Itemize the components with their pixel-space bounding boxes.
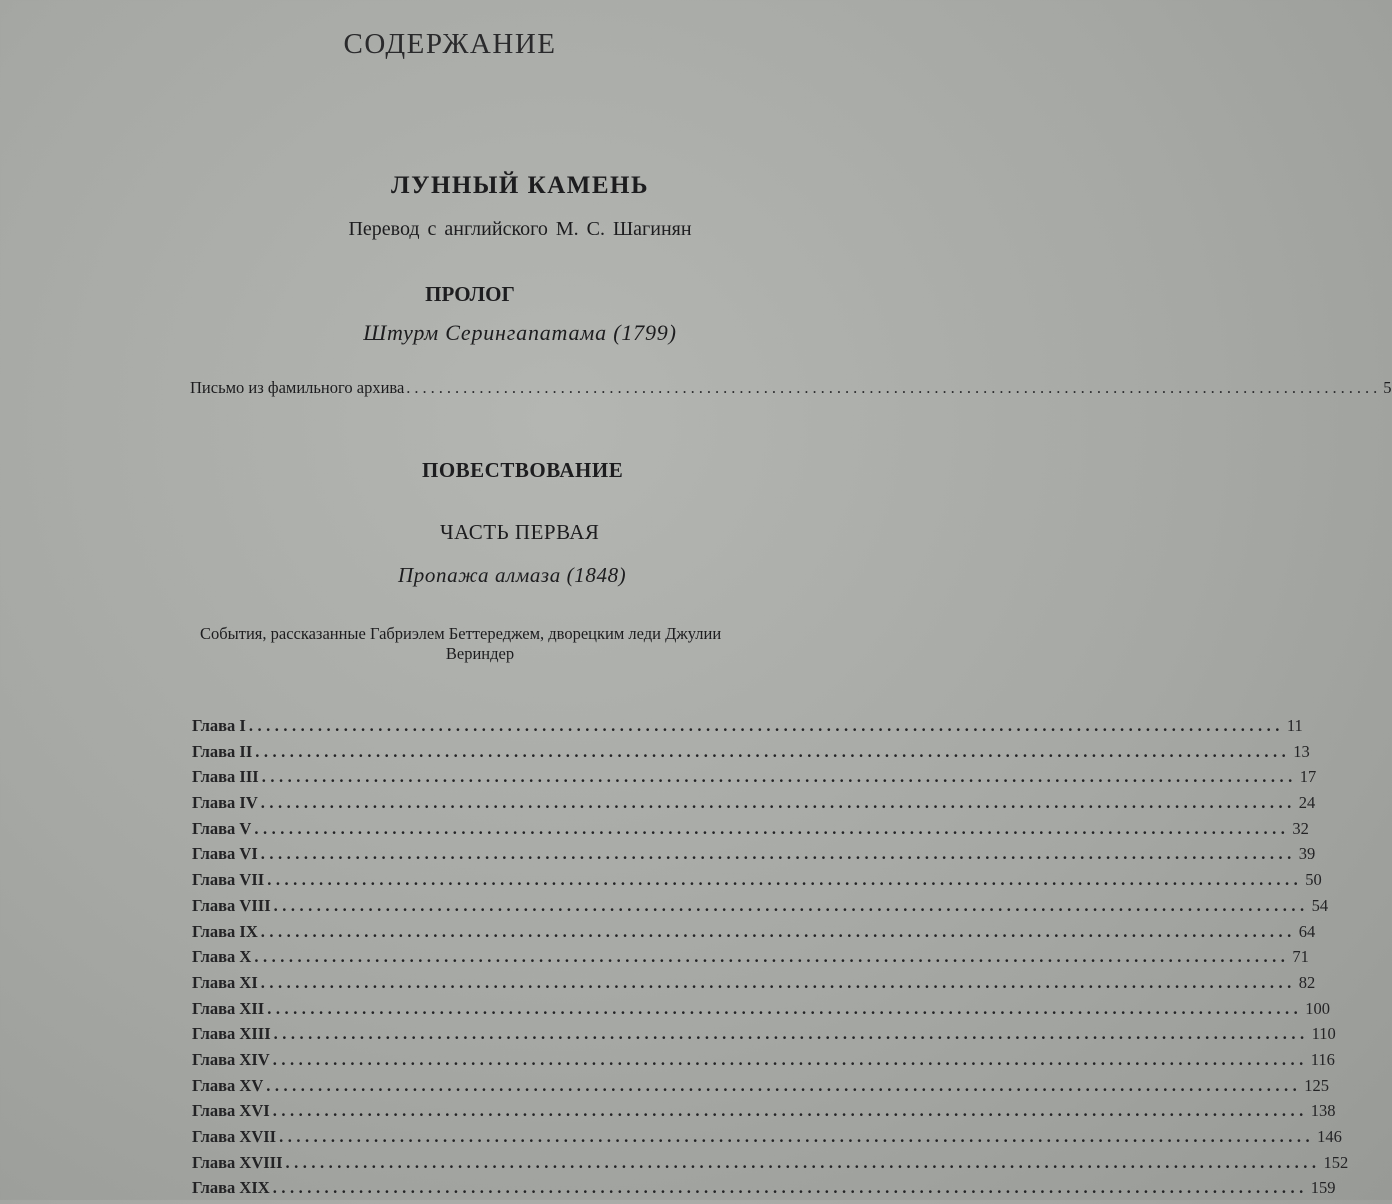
part-subtitle: Пропажа алмаза (1848) <box>398 563 627 587</box>
toc-chapter-row <box>192 1049 1335 1076</box>
dot-leader: ........................................................................................................................ <box>260 844 1296 864</box>
toc-chapter-row <box>192 895 1329 922</box>
dot-leader: ........................................................................................................................ <box>272 1101 1308 1121</box>
dot-leader: ........................................................................................................................ <box>266 1075 1302 1095</box>
toc-entry-letter <box>190 378 1392 398</box>
dot-leader: ........................................................................................................................ <box>406 378 1382 397</box>
chapter-label: Глава XI <box>192 972 258 992</box>
page-title: СОДЕРЖАНИЕ <box>343 28 557 60</box>
toc-chapter-row <box>192 1152 1349 1179</box>
dot-leader: ........................................................................................................................ <box>273 1024 1309 1044</box>
chapter-list <box>192 716 1349 1204</box>
chapter-page-number: 159 <box>1310 1178 1336 1198</box>
chapter-page-number: 125 <box>1304 1075 1330 1095</box>
chapter-label: Глава XV <box>192 1075 264 1095</box>
chapter-label: Глава VI <box>192 844 258 864</box>
chapter-page-number: 13 <box>1293 741 1310 761</box>
chapter-label: Глава XVIII <box>192 1152 283 1172</box>
dot-leader: ........................................................................................................................ <box>254 947 1290 967</box>
dot-leader: ........................................................................................................................ <box>261 767 1297 787</box>
prologue-subtitle: Штурм Серингапатама (1799) <box>363 320 677 345</box>
chapter-label: Глава XIII <box>192 1024 271 1044</box>
chapter-page-number: 64 <box>1298 921 1316 941</box>
chapter-page-number: 17 <box>1299 767 1317 787</box>
chapter-page-number: 32 <box>1292 818 1309 838</box>
chapter-label: Глава VIII <box>192 895 271 915</box>
dot-leader: ........................................................................................................................ <box>285 1152 1321 1172</box>
toc-chapter-row <box>192 870 1322 896</box>
chapter-label: Глава IV <box>192 793 258 813</box>
dot-leader: ........................................................................................................................ <box>248 716 1284 735</box>
dot-leader: ........................................................................................................................ <box>260 921 1296 941</box>
events-description <box>200 624 900 664</box>
chapter-page-number: 116 <box>1310 1049 1335 1069</box>
dot-leader: ........................................................................................................................ <box>272 1049 1308 1069</box>
chapter-label: Глава V <box>192 818 252 838</box>
part-heading: ЧАСТЬ ПЕРВАЯ <box>440 520 600 544</box>
toc-chapter-row <box>192 1178 1336 1204</box>
dot-leader: ........................................................................................................................ <box>279 1127 1315 1146</box>
toc-chapter-row <box>192 818 1309 845</box>
toc-chapter-row <box>192 716 1303 742</box>
chapter-page-number: 82 <box>1298 972 1316 992</box>
translator-credit: Перевод с английского М. С. Шагинян <box>348 218 692 240</box>
toc-chapter-row <box>192 767 1317 793</box>
dot-leader: ........................................................................................................................ <box>254 818 1290 838</box>
toc-chapter-row <box>192 947 1309 973</box>
chapter-label: Глава XVI <box>192 1101 270 1121</box>
toc-chapter-row <box>192 921 1316 948</box>
toc-chapter-row <box>192 1101 1336 1127</box>
chapter-page-number: 152 <box>1323 1152 1349 1172</box>
chapter-page-number: 11 <box>1286 716 1303 735</box>
chapter-label: Глава XVII <box>192 1127 277 1146</box>
toc-chapter-row <box>192 972 1316 999</box>
chapter-label: Глава I <box>192 716 246 735</box>
toc-chapter-row <box>192 793 1316 819</box>
toc-chapter-row <box>192 998 1330 1025</box>
events-line-1: События, рассказанные Габриэлем Беттереджем, дворецким леди Джулии <box>200 624 722 643</box>
chapter-page-number: 50 <box>1305 870 1322 890</box>
events-line-2: Вериндер <box>445 644 515 663</box>
dot-leader: ........................................................................................................................ <box>260 793 1296 813</box>
chapter-page-number: 24 <box>1298 793 1316 813</box>
toc-chapter-row <box>192 741 1310 768</box>
chapter-page-number: 146 <box>1317 1127 1342 1146</box>
dot-leader: ........................................................................................................................ <box>267 998 1303 1018</box>
chapter-label: Глава XII <box>192 998 265 1018</box>
prologue-heading: ПРОЛОГ <box>425 282 515 306</box>
chapter-label: Глава X <box>192 947 252 967</box>
chapter-label: Глава IX <box>192 921 258 941</box>
toc-chapter-row <box>192 844 1316 870</box>
chapter-label: Глава XIV <box>192 1049 270 1069</box>
toc-chapter-row <box>192 1024 1336 1050</box>
chapter-page-number: 39 <box>1298 844 1316 864</box>
dot-leader: ........................................................................................................................ <box>272 1178 1308 1198</box>
dot-leader: ........................................................................................................................ <box>273 895 1309 915</box>
dot-leader: ........................................................................................................................ <box>267 870 1303 890</box>
chapter-label: Глава II <box>192 741 253 761</box>
chapter-label: Глава III <box>192 767 259 787</box>
dot-leader: ........................................................................................................................ <box>255 741 1291 761</box>
chapter-label: Глава XIX <box>192 1178 270 1198</box>
toc-entry-page: 5 <box>1383 378 1392 397</box>
toc-chapter-row <box>192 1075 1330 1102</box>
toc-chapter-row <box>192 1127 1342 1153</box>
chapter-page-number: 71 <box>1292 947 1309 967</box>
dot-leader: ........................................................................................................................ <box>260 972 1296 992</box>
chapter-label: Глава VII <box>192 870 265 890</box>
chapter-page-number: 110 <box>1311 1024 1336 1044</box>
chapter-page-number: 138 <box>1310 1101 1336 1121</box>
book-title: ЛУННЫЙ КАМЕНЬ <box>390 172 650 199</box>
chapter-page-number: 54 <box>1311 895 1329 915</box>
narrative-heading: ПОВЕСТВОВАНИЕ <box>422 458 624 482</box>
toc-entry-label: Письмо из фамильного архива <box>190 378 405 397</box>
chapter-page-number: 100 <box>1305 998 1330 1018</box>
